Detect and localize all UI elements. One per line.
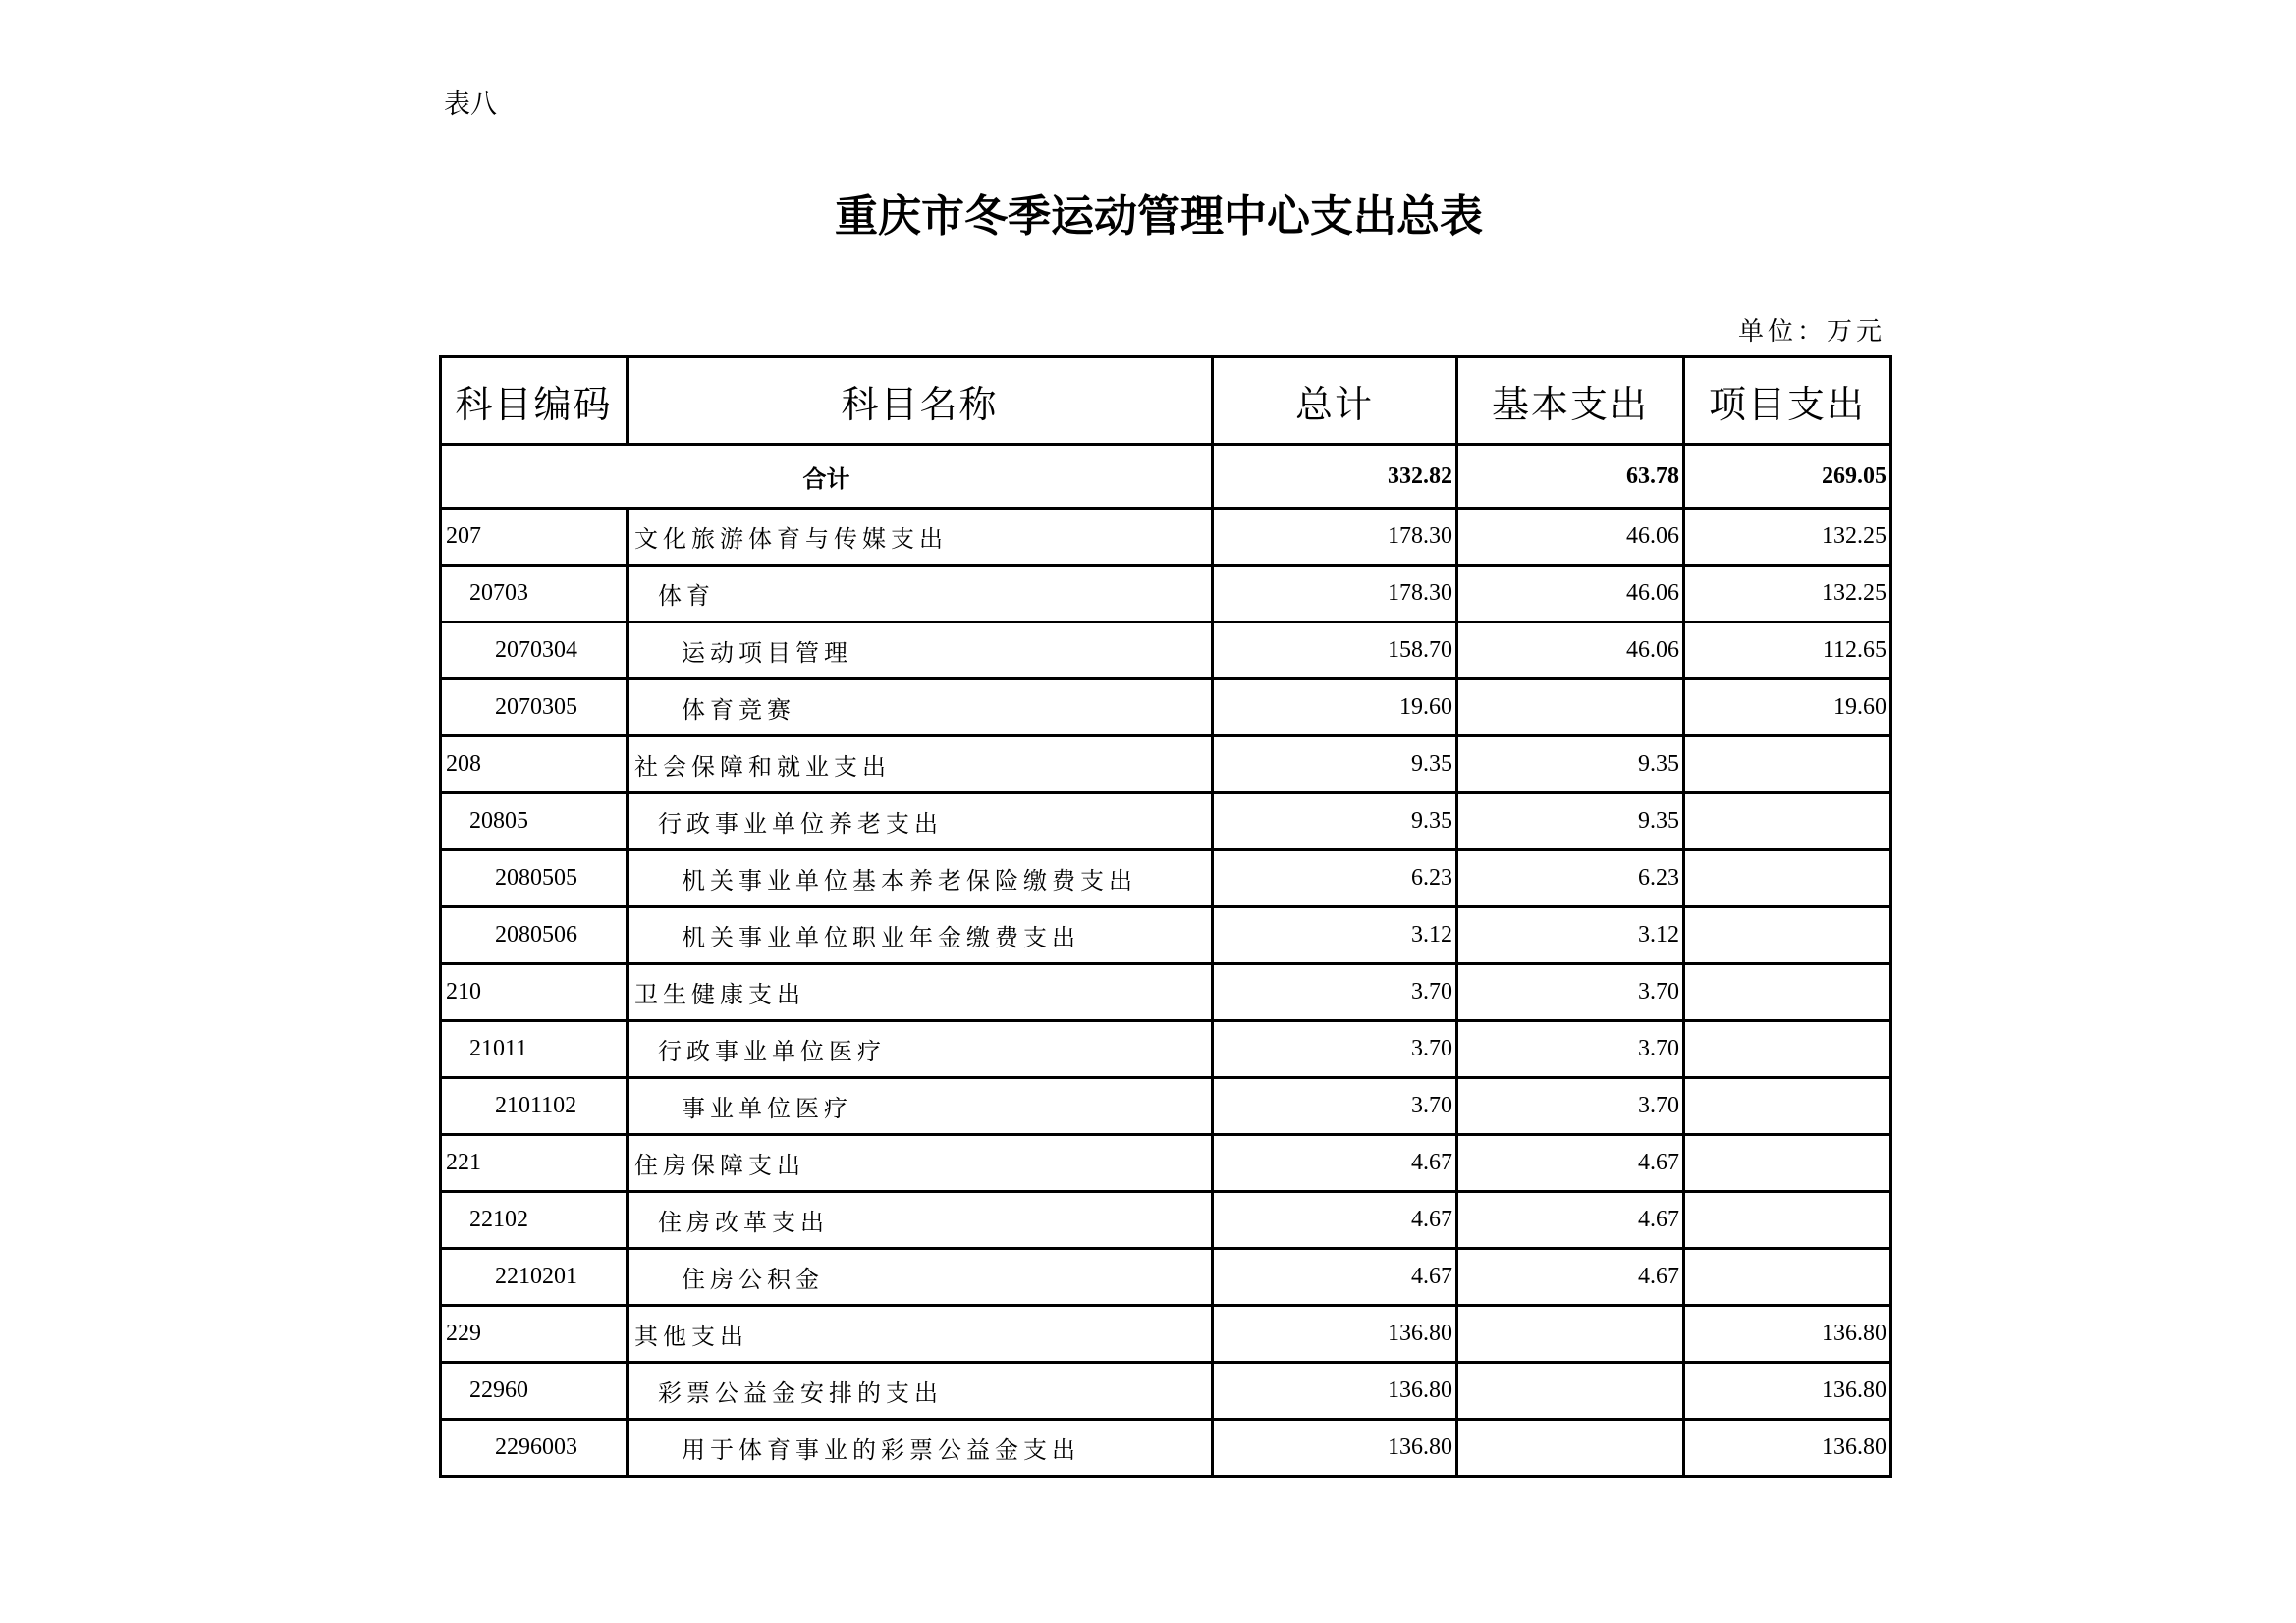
amount-basic: 6.23 bbox=[1457, 850, 1684, 907]
table-number-label: 表八 bbox=[444, 89, 497, 120]
account-code: 2296003 bbox=[441, 1420, 628, 1477]
table-row bbox=[441, 736, 1891, 793]
table-row bbox=[441, 1249, 1891, 1306]
account-code: 208 bbox=[441, 736, 628, 793]
account-name: 运动项目管理 bbox=[628, 622, 1213, 679]
amount-total: 9.35 bbox=[1213, 793, 1457, 850]
account-name: 行政事业单位医疗 bbox=[628, 1021, 1213, 1078]
table-row bbox=[441, 1021, 1891, 1078]
total-project: 269.05 bbox=[1684, 445, 1891, 509]
account-name: 住房保障支出 bbox=[628, 1135, 1213, 1192]
account-name: 文化旅游体育与传媒支出 bbox=[628, 509, 1213, 566]
amount-basic: 46.06 bbox=[1457, 566, 1684, 622]
account-code: 2070305 bbox=[441, 679, 628, 736]
amount-project: 132.25 bbox=[1684, 566, 1891, 622]
account-name: 行政事业单位养老支出 bbox=[628, 793, 1213, 850]
table-row bbox=[441, 793, 1891, 850]
expenditure-table bbox=[439, 355, 1892, 1478]
header-row bbox=[441, 357, 1891, 445]
table-row bbox=[441, 964, 1891, 1021]
header-project: 项目支出 bbox=[1684, 357, 1891, 445]
amount-total: 136.80 bbox=[1213, 1306, 1457, 1363]
amount-total: 9.35 bbox=[1213, 736, 1457, 793]
account-code: 2070304 bbox=[441, 622, 628, 679]
amount-basic: 4.67 bbox=[1457, 1135, 1684, 1192]
amount-basic: 3.70 bbox=[1457, 964, 1684, 1021]
table-row bbox=[441, 509, 1891, 566]
amount-basic bbox=[1457, 1363, 1684, 1420]
account-name: 住房改革支出 bbox=[628, 1192, 1213, 1249]
amount-project bbox=[1684, 850, 1891, 907]
amount-project: 132.25 bbox=[1684, 509, 1891, 566]
account-code: 2080506 bbox=[441, 907, 628, 964]
account-code: 210 bbox=[441, 964, 628, 1021]
amount-project: 19.60 bbox=[1684, 679, 1891, 736]
amount-basic: 4.67 bbox=[1457, 1192, 1684, 1249]
amount-project: 112.65 bbox=[1684, 622, 1891, 679]
amount-project bbox=[1684, 1135, 1891, 1192]
account-code: 2210201 bbox=[441, 1249, 628, 1306]
account-name: 其他支出 bbox=[628, 1306, 1213, 1363]
header-code: 科目编码 bbox=[441, 357, 628, 445]
header-total: 总计 bbox=[1213, 357, 1457, 445]
amount-project: 136.80 bbox=[1684, 1420, 1891, 1477]
table-row bbox=[441, 1135, 1891, 1192]
amount-project bbox=[1684, 1249, 1891, 1306]
account-name: 社会保障和就业支出 bbox=[628, 736, 1213, 793]
unit-label: 单位：万元 bbox=[1737, 317, 1886, 347]
table-row bbox=[441, 1420, 1891, 1477]
amount-total: 3.70 bbox=[1213, 964, 1457, 1021]
table-row bbox=[441, 1306, 1891, 1363]
amount-basic: 46.06 bbox=[1457, 509, 1684, 566]
total-row bbox=[441, 445, 1891, 509]
account-name: 用于体育事业的彩票公益金支出 bbox=[628, 1420, 1213, 1477]
total-label: 合计 bbox=[441, 445, 1213, 509]
account-code: 22102 bbox=[441, 1192, 628, 1249]
table-row bbox=[441, 850, 1891, 907]
account-name: 卫生健康支出 bbox=[628, 964, 1213, 1021]
account-code: 221 bbox=[441, 1135, 628, 1192]
amount-total: 136.80 bbox=[1213, 1420, 1457, 1477]
account-code: 20805 bbox=[441, 793, 628, 850]
header-name: 科目名称 bbox=[628, 357, 1213, 445]
account-code: 21011 bbox=[441, 1021, 628, 1078]
amount-total: 178.30 bbox=[1213, 566, 1457, 622]
amount-total: 4.67 bbox=[1213, 1249, 1457, 1306]
table-row bbox=[441, 907, 1891, 964]
account-name: 体育竞赛 bbox=[628, 679, 1213, 736]
account-name: 彩票公益金安排的支出 bbox=[628, 1363, 1213, 1420]
amount-basic bbox=[1457, 1306, 1684, 1363]
amount-basic: 3.70 bbox=[1457, 1021, 1684, 1078]
amount-total: 3.70 bbox=[1213, 1021, 1457, 1078]
amount-basic bbox=[1457, 679, 1684, 736]
amount-basic: 3.12 bbox=[1457, 907, 1684, 964]
amount-project: 136.80 bbox=[1684, 1306, 1891, 1363]
total-basic: 63.78 bbox=[1457, 445, 1684, 509]
amount-basic: 9.35 bbox=[1457, 793, 1684, 850]
table-row bbox=[441, 1078, 1891, 1135]
amount-total: 4.67 bbox=[1213, 1135, 1457, 1192]
account-code: 2080505 bbox=[441, 850, 628, 907]
account-code: 22960 bbox=[441, 1363, 628, 1420]
table-row bbox=[441, 1192, 1891, 1249]
amount-total: 3.70 bbox=[1213, 1078, 1457, 1135]
amount-total: 178.30 bbox=[1213, 509, 1457, 566]
amount-total: 136.80 bbox=[1213, 1363, 1457, 1420]
account-name: 机关事业单位基本养老保险缴费支出 bbox=[628, 850, 1213, 907]
account-name: 机关事业单位职业年金缴费支出 bbox=[628, 907, 1213, 964]
amount-total: 19.60 bbox=[1213, 679, 1457, 736]
account-code: 2101102 bbox=[441, 1078, 628, 1135]
amount-project bbox=[1684, 1021, 1891, 1078]
account-code: 20703 bbox=[441, 566, 628, 622]
table-row bbox=[441, 1363, 1891, 1420]
amount-project bbox=[1684, 964, 1891, 1021]
page-title: 重庆市冬季运动管理中心支出总表 bbox=[835, 191, 1483, 242]
amount-total: 4.67 bbox=[1213, 1192, 1457, 1249]
amount-basic: 9.35 bbox=[1457, 736, 1684, 793]
amount-total: 6.23 bbox=[1213, 850, 1457, 907]
amount-project bbox=[1684, 1078, 1891, 1135]
account-code: 207 bbox=[441, 509, 628, 566]
account-name: 住房公积金 bbox=[628, 1249, 1213, 1306]
table-row bbox=[441, 566, 1891, 622]
account-name: 体育 bbox=[628, 566, 1213, 622]
amount-project bbox=[1684, 793, 1891, 850]
amount-basic bbox=[1457, 1420, 1684, 1477]
amount-basic: 46.06 bbox=[1457, 622, 1684, 679]
account-name: 事业单位医疗 bbox=[628, 1078, 1213, 1135]
total-amount: 332.82 bbox=[1213, 445, 1457, 509]
amount-total: 3.12 bbox=[1213, 907, 1457, 964]
amount-basic: 3.70 bbox=[1457, 1078, 1684, 1135]
amount-project: 136.80 bbox=[1684, 1363, 1891, 1420]
table-row bbox=[441, 622, 1891, 679]
header-basic: 基本支出 bbox=[1457, 357, 1684, 445]
amount-project bbox=[1684, 1192, 1891, 1249]
table-row bbox=[441, 679, 1891, 736]
account-code: 229 bbox=[441, 1306, 628, 1363]
amount-project bbox=[1684, 736, 1891, 793]
amount-total: 158.70 bbox=[1213, 622, 1457, 679]
amount-project bbox=[1684, 907, 1891, 964]
amount-basic: 4.67 bbox=[1457, 1249, 1684, 1306]
